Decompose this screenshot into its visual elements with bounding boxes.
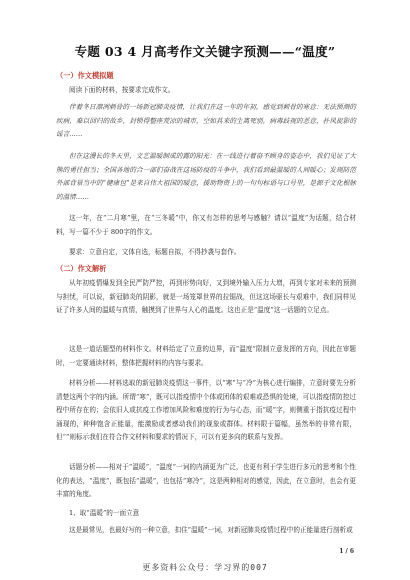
paragraph-analysis-6: 这是最常见，也最好写的一种立意，扣住“温暖”一词，对新冠肺炎疫情过程中的正能量进行剖析或 — [69, 526, 353, 534]
paragraph-analysis-1: 从年初疫情爆发到全民严防严控，再到形势向好，又到境外输入压力大增，再到专家对未来的预测与担忧，可以说，新冠肺炎的阴影，就是一场笼罩世界的拉锯战，但这这场驱长与艰难中，我们同样见证了许多人间的温暖与真情，触摸到了世界与人心的温度。这也正是“温度”这一话题的立足点。 — [56, 279, 356, 315]
paragraph-analysis-4: 话题分析——相对于“温暖”，“温度”一词的内涵更为广泛，也更有利于学生进行多元的思考和个性化的表达，“温度”，既包括“温暖”，也包括“寒冷”，这是两种相对的感觉，因此，在立意时，也会有更丰富的角度。 — [56, 463, 356, 499]
paragraph-intro: 阅读下面的材料，按要求完成作文。 — [69, 86, 175, 94]
section-heading-analysis: （二）作文解析 — [56, 264, 107, 273]
paragraph-requirements: 要求：立意自定，文体自选，标题自拟，不得抄袭与套作。 — [69, 248, 241, 256]
paragraph-analysis-2: 这是一道话题型的材料作文。材料给定了立意的边界，而“温度”限制立意发挥的方向，因此在审题时，一定要通读材料，整体把握材料的内容与要求。 — [56, 345, 356, 367]
section-heading-prompt: （一）作文模拟题 — [56, 71, 114, 80]
page-number: 1 / 6 — [339, 548, 354, 555]
paragraph-material-1: 伴着冬日凛冽刺骨的一场新冠肺炎疫情，让我们在这一年的年初，感觉到刺骨的寒意：无法预测的疾病，难以回归的故乡，封锁得整座荒凉的城市，空如其来的生离死别，病毒歧视的恶意，扑风捉影的谣言…… — [56, 103, 356, 139]
document-title: 专题 03 4 月高考作文关键字预测——“温度” — [74, 44, 336, 59]
paragraph-prompt: 这一年，在“二月寒”里，在“三冬暖”中，你又有怎样的思考与感触？请以“温度”为话题，结合材料，写一篇不少于 800字的作文。 — [56, 214, 356, 236]
footer-note: 更多资料公众号：学习界的007 — [142, 563, 268, 572]
paragraph-analysis-3: 材料分析——材料选取的新冠肺炎疫情这一事件，以“寒”与“冷”为核心进行编排，立意时要先分析清楚这两个字的内涵。所谓“寒”，既可以指疫情中个体或团体的艰难或恐惧的处境，可以指疫情防控过程中所存在的；会依旧人或抗疫工作增加风险和难度的行为与心态，而“暖”字，则侧重于指抗疫过程中涌现的，种种饱含正能量，能激励或者感动我们的现象或群体。材料限于篇幅，虽然举的非常有限，但“”则标示我们在符合作文材料和要求的情况下，可以有更多向的联系与发挥。 — [56, 379, 356, 442]
paragraph-analysis-5: 1、取“温暖”的一面立意 — [69, 509, 140, 517]
paragraph-material-2: 但在这漫长的冬天里，文艺温暖制成的露的阳光：在一线进行着奋不顾身的姿态中，我们见证了大熊的勇往担当；全国各地的合一部们奋战在这场防疫的斗争中，我们看到最温暖的人间暖心；发现防范外部背景当中的“健康包”是来自伟大祖国的暖意，援助物资上的一句句标语与口号里，是源于文化根脉的温情…… — [56, 152, 356, 201]
